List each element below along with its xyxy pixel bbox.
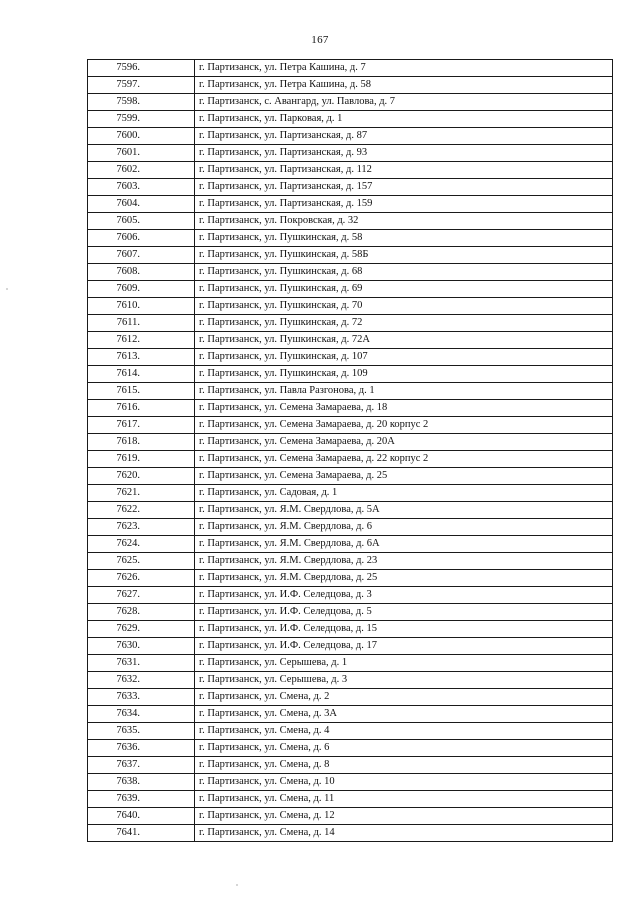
row-address: г. Партизанск, ул. Павла Разгонова, д. 1 — [195, 383, 613, 400]
row-number: 7607. — [88, 247, 195, 264]
table-row — [88, 94, 613, 111]
table-row — [88, 468, 613, 485]
table-row — [88, 451, 613, 468]
table-row — [88, 604, 613, 621]
table-row — [88, 774, 613, 791]
row-number: 7601. — [88, 145, 195, 162]
table-row — [88, 723, 613, 740]
table-row — [88, 230, 613, 247]
row-address: г. Партизанск, ул. И.Ф. Селедцова, д. 3 — [195, 587, 613, 604]
row-number: 7598. — [88, 94, 195, 111]
row-address: г. Партизанск, ул. Семена Замараева, д. 18 — [195, 400, 613, 417]
row-address: г. Партизанск, ул. Смена, д. 4 — [195, 723, 613, 740]
table-row — [88, 145, 613, 162]
row-address: г. Партизанск, ул. Парковая, д. 1 — [195, 111, 613, 128]
row-number: 7624. — [88, 536, 195, 553]
scan-speck — [6, 288, 8, 290]
row-address: г. Партизанск, ул. Партизанская, д. 159 — [195, 196, 613, 213]
table-row — [88, 706, 613, 723]
row-number: 7634. — [88, 706, 195, 723]
row-address: г. Партизанск, ул. Партизанская, д. 87 — [195, 128, 613, 145]
row-address: г. Партизанск, ул. Садовая, д. 1 — [195, 485, 613, 502]
row-address: г. Партизанск, ул. И.Ф. Селедцова, д. 17 — [195, 638, 613, 655]
row-number: 7640. — [88, 808, 195, 825]
table-row — [88, 485, 613, 502]
row-address: г. Партизанск, ул. Серышева, д. 3 — [195, 672, 613, 689]
row-number: 7621. — [88, 485, 195, 502]
row-number: 7631. — [88, 655, 195, 672]
table-row — [88, 128, 613, 145]
row-number: 7617. — [88, 417, 195, 434]
table-row — [88, 587, 613, 604]
row-number: 7596. — [88, 60, 195, 77]
row-number: 7605. — [88, 213, 195, 230]
table-row — [88, 519, 613, 536]
table-row — [88, 366, 613, 383]
table-row — [88, 553, 613, 570]
table-row — [88, 332, 613, 349]
table-row — [88, 570, 613, 587]
row-number: 7611. — [88, 315, 195, 332]
table-row — [88, 111, 613, 128]
row-address: г. Партизанск, с. Авангард, ул. Павлова, д. 7 — [195, 94, 613, 111]
row-address: г. Партизанск, ул. Смена, д. 14 — [195, 825, 613, 842]
table-row — [88, 655, 613, 672]
row-number: 7630. — [88, 638, 195, 655]
page-number: 167 — [311, 34, 329, 46]
row-address: г. Партизанск, ул. Партизанская, д. 112 — [195, 162, 613, 179]
row-address: г. Партизанск, ул. Партизанская, д. 157 — [195, 179, 613, 196]
row-address: г. Партизанск, ул. Семена Замараева, д. 20А — [195, 434, 613, 451]
row-address: г. Партизанск, ул. И.Ф. Селедцова, д. 5 — [195, 604, 613, 621]
address-table-body — [88, 60, 613, 842]
row-address: г. Партизанск, ул. Пушкинская, д. 72А — [195, 332, 613, 349]
row-number: 7610. — [88, 298, 195, 315]
row-address: г. Партизанск, ул. Петра Кашина, д. 7 — [195, 60, 613, 77]
row-number: 7613. — [88, 349, 195, 366]
table-row — [88, 689, 613, 706]
row-number: 7609. — [88, 281, 195, 298]
table-row — [88, 400, 613, 417]
table-row — [88, 417, 613, 434]
table-row — [88, 315, 613, 332]
table-row — [88, 434, 613, 451]
row-address: г. Партизанск, ул. Покровская, д. 32 — [195, 213, 613, 230]
row-number: 7619. — [88, 451, 195, 468]
row-address: г. Партизанск, ул. Я.М. Свердлова, д. 6А — [195, 536, 613, 553]
row-number: 7603. — [88, 179, 195, 196]
table-row — [88, 502, 613, 519]
row-number: 7636. — [88, 740, 195, 757]
row-number: 7625. — [88, 553, 195, 570]
table-row — [88, 621, 613, 638]
row-number: 7604. — [88, 196, 195, 213]
row-address: г. Партизанск, ул. Партизанская, д. 93 — [195, 145, 613, 162]
table-row — [88, 638, 613, 655]
table-row — [88, 298, 613, 315]
table-row — [88, 247, 613, 264]
row-number: 7638. — [88, 774, 195, 791]
row-number: 7618. — [88, 434, 195, 451]
table-row — [88, 383, 613, 400]
row-address: г. Партизанск, ул. Смена, д. 2 — [195, 689, 613, 706]
table-row — [88, 672, 613, 689]
row-number: 7627. — [88, 587, 195, 604]
table-row — [88, 162, 613, 179]
row-number: 7600. — [88, 128, 195, 145]
row-number: 7599. — [88, 111, 195, 128]
row-address: г. Партизанск, ул. Серышева, д. 1 — [195, 655, 613, 672]
row-address: г. Партизанск, ул. Смена, д. 11 — [195, 791, 613, 808]
row-address: г. Партизанск, ул. Пушкинская, д. 68 — [195, 264, 613, 281]
row-address: г. Партизанск, ул. Петра Кашина, д. 58 — [195, 77, 613, 94]
row-number: 7614. — [88, 366, 195, 383]
row-address: г. Партизанск, ул. Пушкинская, д. 107 — [195, 349, 613, 366]
table-row — [88, 213, 613, 230]
row-address: г. Партизанск, ул. Пушкинская, д. 69 — [195, 281, 613, 298]
row-address: г. Партизанск, ул. Смена, д. 3А — [195, 706, 613, 723]
row-number: 7608. — [88, 264, 195, 281]
table-row — [88, 791, 613, 808]
scan-speck — [236, 884, 238, 886]
row-address: г. Партизанск, ул. Смена, д. 10 — [195, 774, 613, 791]
table-row — [88, 740, 613, 757]
row-number: 7597. — [88, 77, 195, 94]
row-address: г. Партизанск, ул. Смена, д. 12 — [195, 808, 613, 825]
row-number: 7633. — [88, 689, 195, 706]
table-row — [88, 60, 613, 77]
row-address: г. Партизанск, ул. Я.М. Свердлова, д. 25 — [195, 570, 613, 587]
row-address: г. Партизанск, ул. Пушкинская, д. 58Б — [195, 247, 613, 264]
row-number: 7632. — [88, 672, 195, 689]
row-address: г. Партизанск, ул. Семена Замараева, д. 22 корпус 2 — [195, 451, 613, 468]
row-address: г. Партизанск, ул. Семена Замараева, д. 25 — [195, 468, 613, 485]
row-number: 7628. — [88, 604, 195, 621]
row-number: 7620. — [88, 468, 195, 485]
row-address: г. Партизанск, ул. Я.М. Свердлова, д. 6 — [195, 519, 613, 536]
row-address: г. Партизанск, ул. Пушкинская, д. 72 — [195, 315, 613, 332]
row-number: 7615. — [88, 383, 195, 400]
row-address: г. Партизанск, ул. Пушкинская, д. 58 — [195, 230, 613, 247]
row-number: 7616. — [88, 400, 195, 417]
row-address: г. Партизанск, ул. И.Ф. Селедцова, д. 15 — [195, 621, 613, 638]
row-number: 7626. — [88, 570, 195, 587]
row-address: г. Партизанск, ул. Я.М. Свердлова, д. 23 — [195, 553, 613, 570]
table-row — [88, 825, 613, 842]
address-table — [87, 59, 613, 842]
row-number: 7637. — [88, 757, 195, 774]
row-number: 7629. — [88, 621, 195, 638]
table-row — [88, 281, 613, 298]
row-address: г. Партизанск, ул. Пушкинская, д. 70 — [195, 298, 613, 315]
table-row — [88, 264, 613, 281]
row-address: г. Партизанск, ул. Пушкинская, д. 109 — [195, 366, 613, 383]
table-row — [88, 179, 613, 196]
row-address: г. Партизанск, ул. Я.М. Свердлова, д. 5А — [195, 502, 613, 519]
row-number: 7641. — [88, 825, 195, 842]
table-row — [88, 196, 613, 213]
row-address: г. Партизанск, ул. Смена, д. 6 — [195, 740, 613, 757]
row-number: 7602. — [88, 162, 195, 179]
row-number: 7639. — [88, 791, 195, 808]
row-address: г. Партизанск, ул. Семена Замараева, д. 20 корпус 2 — [195, 417, 613, 434]
row-number: 7635. — [88, 723, 195, 740]
table-row — [88, 536, 613, 553]
row-address: г. Партизанск, ул. Смена, д. 8 — [195, 757, 613, 774]
row-number: 7612. — [88, 332, 195, 349]
row-number: 7606. — [88, 230, 195, 247]
table-row — [88, 808, 613, 825]
row-number: 7623. — [88, 519, 195, 536]
table-row — [88, 349, 613, 366]
table-row — [88, 757, 613, 774]
table-row — [88, 77, 613, 94]
row-number: 7622. — [88, 502, 195, 519]
